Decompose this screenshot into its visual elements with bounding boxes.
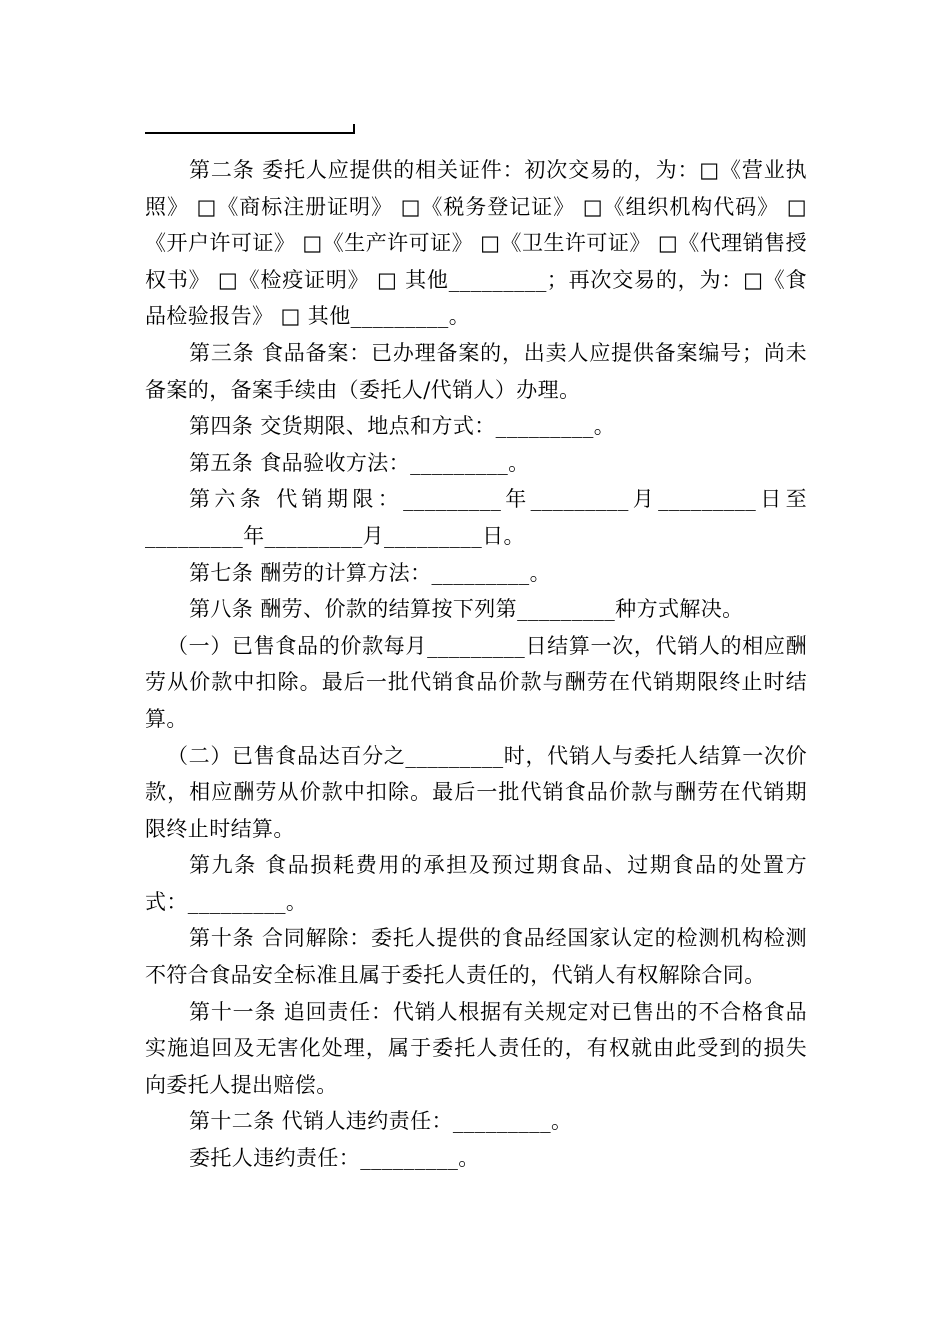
- article-11-recall: 第十一条 追回责任：代销人根据有关规定对已售出的不合格食品实施追回及无害化处理，属于委托人责任的，有权就由此受到的损失向委托人提出赔偿。: [145, 999, 807, 1097]
- article-5-inspection: 第五条 食品验收方法：_________。: [189, 450, 530, 475]
- article-10-termination: 第十条 合同解除：委托人提供的食品经国家认定的检测机构检测不符合食品安全标准且属于委托人责任的，代销人有权解除合同。: [145, 926, 807, 988]
- article-7-remuneration-method: 第七条 酬劳的计算方法：_________。: [189, 560, 551, 585]
- article-12-agent-liability: 第十二条 代销人违约责任：_________。: [189, 1109, 573, 1134]
- contract-body: [145, 152, 807, 1177]
- article-8-settlement: 第八条 酬劳、价款的结算按下列第_________种方式解决。: [189, 597, 744, 622]
- principal-liability: 委托人违约责任：_________。: [189, 1146, 480, 1171]
- settlement-option-1: （一）已售食品的价款每月_________日结算一次，代销人的相应酬劳从价款中扣除。最后一批代销食品价款与酬劳在代销期限终止时结算。: [145, 633, 807, 731]
- article-2-certificates: 第二条 委托人应提供的相关证件：初次交易的，为：□《营业执照》 □《商标注册证明》 □《税务登记证》 □《组织机构代码》 □《开户许可证》 □《生产许可证》 □《卫生许可证》 □《代理销售授权书》 □《检疫证明》 □ 其他_________；再次交易的，为：□《食品检验报告》 □ 其他_________。: [145, 158, 807, 329]
- article-3-food-filing: 第三条 食品备案：已办理备案的，出卖人应提供备案编号；尚未备案的，备案手续由（委托人/代销人）办理。: [145, 340, 807, 402]
- article-9-loss-disposal: 第九条 食品损耗费用的承担及预过期食品、过期食品的处置方式：_________。: [145, 853, 807, 914]
- article-4-delivery: 第四条 交货期限、地点和方式：_________。: [189, 414, 616, 439]
- article-6-consignment-period: 第六条 代销期限：_________年_________月_________日至_________年_________月_________日。: [145, 487, 807, 548]
- page-corner-mark: [145, 124, 355, 134]
- settlement-option-2: （二）已售食品达百分之_________时，代销人与委托人结算一次价款，相应酬劳从价款中扣除。最后一批代销食品价款与酬劳在代销期限终止时结算。: [145, 743, 807, 841]
